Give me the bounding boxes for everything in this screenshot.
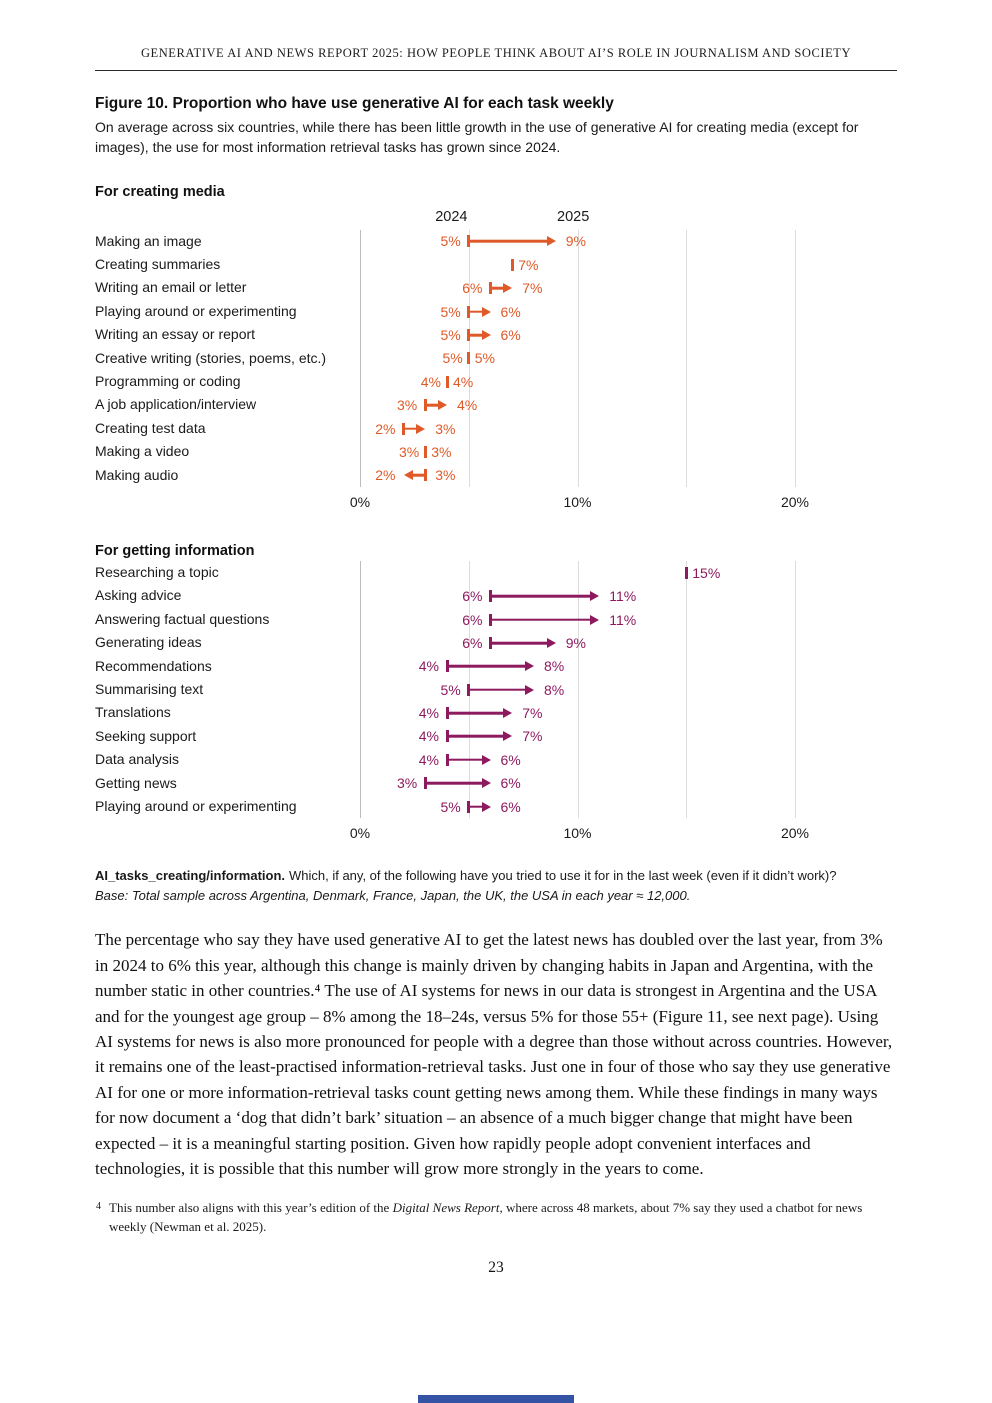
- arrow-head: [503, 708, 512, 718]
- chart-row-label: Generating ideas: [95, 634, 202, 651]
- chart-row: [95, 253, 897, 276]
- chart-row-label: Programming or coding: [95, 373, 241, 390]
- page-content: [95, 95, 897, 1277]
- chart-row-label: Creative writing (stories, poems, etc.): [95, 349, 327, 366]
- chart-getting-information: [95, 543, 897, 844]
- chart-row-label: Summarising text: [95, 680, 204, 697]
- value-label: 6%: [462, 611, 483, 628]
- chart-getting-information-plot: [95, 561, 897, 844]
- chart-row: [95, 608, 897, 631]
- chart-row-label: Making a video: [95, 443, 190, 460]
- chart-row-plot: [360, 561, 897, 584]
- chart-row-label: Writing an email or letter: [95, 279, 247, 296]
- chart-row-label: Writing an essay or report: [95, 326, 256, 343]
- value-label: 9%: [565, 233, 586, 250]
- arrow-head: [547, 638, 556, 648]
- value-label: 5%: [440, 303, 461, 320]
- value-label: 3%: [397, 397, 418, 414]
- chart-row-label: Answering factual questions: [95, 610, 270, 627]
- chart-row: [95, 464, 897, 487]
- value-label: 7%: [518, 256, 539, 273]
- axis-tick-label: 20%: [780, 494, 810, 511]
- value-label: 5%: [442, 350, 463, 367]
- chart-row-label: Researching a topic: [95, 563, 219, 580]
- chart-row: [95, 584, 897, 607]
- figure-note-base: Base: Total sample across Argentina, Denmark, France, Japan, the UK, the USA in each year ≈ 12,000.: [95, 887, 691, 903]
- chart-row-label: Seeking support: [95, 727, 197, 744]
- chart-row: [95, 277, 897, 300]
- value-label: 6%: [500, 303, 521, 320]
- arrow-head: [590, 615, 599, 625]
- figure-note-variable: AI_tasks_creating/information.: [95, 868, 285, 884]
- arrow-head: [525, 661, 534, 671]
- arrow-line: [491, 618, 593, 621]
- chart-row-plot: [360, 655, 897, 678]
- value-label: 6%: [462, 280, 483, 297]
- chart-row: [95, 631, 897, 654]
- footnote-4: [95, 1199, 891, 1237]
- footnote-italic-title: Digital News Report: [392, 1200, 500, 1216]
- chart-title-creating-media: For creating media: [95, 183, 225, 200]
- marker-tick: [685, 567, 688, 579]
- legend-label-2024: 2024: [435, 208, 468, 225]
- arrow-line: [491, 642, 549, 645]
- chart-row: [95, 393, 897, 416]
- value-label: 3%: [431, 443, 452, 460]
- chart-row: [95, 561, 897, 584]
- chart-row-label: A job application/interview: [95, 396, 257, 413]
- value-label: 5%: [440, 681, 461, 698]
- page-number: 23: [488, 1259, 504, 1277]
- chart-row: [95, 230, 897, 253]
- value-label: 4%: [418, 705, 439, 722]
- marker-tick: [446, 376, 449, 388]
- chart-row: [95, 440, 897, 463]
- figure-subtitle: On average across six countries, while there has been little growth in the use of generative AI for creating media (except for images), the use for most information retrieval tasks has grown since 2024.: [95, 119, 859, 155]
- figure-title: Figure 10. Proportion who have use generative AI for each task weekly: [95, 95, 614, 112]
- chart-row-label: Recommendations: [95, 657, 212, 674]
- chart-row-label: Creating summaries: [95, 256, 221, 273]
- value-label: 4%: [418, 751, 439, 768]
- value-label: 4%: [418, 728, 439, 745]
- chart-creating-media: [95, 184, 897, 513]
- value-label: 4%: [420, 373, 441, 390]
- chart-row: [95, 370, 897, 393]
- footer-accent-bar: [418, 1395, 574, 1403]
- chart-legend: [95, 202, 897, 228]
- chart-row-label: Asking advice: [95, 587, 182, 604]
- figure-note: [95, 866, 887, 905]
- value-label: 6%: [500, 327, 521, 343]
- value-label: 6%: [462, 634, 483, 651]
- arrow-head: [590, 591, 599, 601]
- arrow-head: [503, 731, 512, 741]
- arrow-head: [482, 802, 491, 812]
- value-label: 3%: [399, 443, 420, 460]
- chart-row-plot: [360, 277, 897, 300]
- value-label: 4%: [418, 658, 439, 675]
- chart-row: [95, 795, 897, 818]
- chart-row-plot: [360, 772, 897, 795]
- body-paragraph: The percentage who say they have used generative AI to get the latest news has doubled over the last year, from 3% in 2024 to 6% this year, although this change is mainly driven by changing habits in Japan and Argentina, with the number static in other countries.⁴ The use of AI systems for news in our data is strongest in Argentina and the USA and for the youngest age group – 8% among the 18–24s, versus 5% for those 55+ (Figure 11, see next page). Using AI systems for news is also more pronounced for people with a degree than those without across countries. However, it remains one of the least-practised information-retrieval tasks. Just one in four of those who say they use generative AI for one or more information-retrieval tasks count getting news among them. While these findings in many ways for now document a ‘dog that didn’t bark’ situation – an absence of a much bigger change that might have been expected – it is a meaningful starting position. Given how rapidly people adopt convenient interfaces and technologies, it is possible that this number will grow more strongly in the years to come.: [95, 930, 893, 1178]
- marker-tick: [511, 259, 514, 271]
- arrow-head: [547, 236, 556, 246]
- footnote-text-before: This number also aligns with this year’s edition of the: [109, 1200, 393, 1216]
- chart-row-plot: [360, 795, 897, 818]
- value-label: 8%: [544, 658, 565, 675]
- axis-tick-label: 10%: [563, 494, 592, 511]
- value-label: 9%: [565, 634, 586, 651]
- chart-row: [95, 678, 897, 701]
- chart-axis: [95, 491, 897, 513]
- arrow-head: [482, 330, 491, 340]
- chart-row: [95, 725, 897, 748]
- chart-axis: [95, 822, 897, 844]
- chart-title-getting-information: For getting information: [95, 543, 255, 560]
- axis-tick-label: 10%: [563, 825, 592, 842]
- chart-row-plot: [360, 230, 897, 253]
- value-label: 15%: [692, 564, 721, 581]
- arrow-head: [416, 424, 425, 434]
- chart-row-label: Playing around or experimenting: [95, 302, 297, 319]
- chart-row: [95, 347, 897, 370]
- chart-rows: [95, 561, 897, 818]
- arrow-head: [482, 778, 491, 788]
- chart-row-plot: [360, 300, 897, 323]
- value-label: 7%: [522, 280, 543, 297]
- value-label: 2%: [375, 467, 396, 484]
- arrow-head: [503, 283, 512, 293]
- chart-row: [95, 655, 897, 678]
- axis-tick-label: 0%: [349, 494, 371, 511]
- chart-row-plot: [360, 701, 897, 724]
- arrow-head: [525, 685, 534, 695]
- value-label: 5%: [440, 233, 461, 250]
- arrow-head: [482, 307, 491, 317]
- chart-rows: [95, 230, 897, 487]
- chart-row-label: Creating test data: [95, 419, 206, 436]
- value-label: 4%: [453, 373, 474, 390]
- value-label: 5%: [474, 350, 495, 367]
- marker-tick: [467, 352, 470, 364]
- running-header: GENERATIVE AI AND NEWS REPORT 2025: HOW PEOPLE THINK ABOUT AI’S ROLE IN JOURNALISM AND SOCIETY: [140, 46, 852, 60]
- value-label: 7%: [522, 728, 543, 745]
- value-label: 5%: [440, 798, 461, 815]
- value-label: 4%: [457, 397, 478, 414]
- value-label: 6%: [500, 798, 521, 815]
- value-label: 7%: [522, 705, 543, 722]
- chart-row-label: Data analysis: [95, 751, 180, 768]
- footnote-marker: 4: [96, 1201, 101, 1213]
- chart-row-plot: [360, 725, 897, 748]
- value-label: 3%: [435, 420, 456, 437]
- marker-tick: [424, 446, 427, 458]
- chart-row-plot: [360, 393, 897, 416]
- value-label: 11%: [609, 611, 637, 628]
- chart-row-plot: [360, 678, 897, 701]
- value-label: 8%: [544, 681, 565, 698]
- chart-row: [95, 748, 897, 771]
- arrow-line: [469, 240, 549, 243]
- chart-row-plot: [360, 584, 897, 607]
- chart-row-label: Making audio: [95, 466, 179, 483]
- arrow-line: [469, 688, 527, 691]
- chart-row-label: Making an image: [95, 232, 202, 249]
- value-label: 6%: [500, 775, 521, 792]
- arrow-line: [447, 759, 484, 762]
- arrow-line: [447, 712, 505, 715]
- chart-row: [95, 300, 897, 323]
- arrow-line: [491, 595, 593, 598]
- chart-row: [95, 417, 897, 440]
- value-label: 2%: [375, 420, 396, 437]
- chart-row-plot: [360, 631, 897, 654]
- chart-row: [95, 323, 897, 346]
- legend-label-2025: 2025: [557, 208, 590, 225]
- chart-row-plot: [360, 253, 897, 276]
- value-label: 6%: [500, 751, 521, 768]
- chart-row-plot: [360, 608, 897, 631]
- axis-tick-label: 20%: [780, 825, 810, 842]
- chart-row-label: Getting news: [95, 774, 177, 791]
- arrow-head: [438, 400, 447, 410]
- chart-row-plot: [360, 323, 897, 346]
- arrow-line: [425, 782, 483, 785]
- value-label: 6%: [462, 588, 483, 605]
- arrow-head: [404, 470, 413, 480]
- chart-row: [95, 701, 897, 724]
- chart-creating-media-plot: [95, 202, 897, 513]
- value-label: 3%: [435, 467, 456, 484]
- value-label: 3%: [397, 775, 418, 792]
- chart-row-plot: [360, 417, 897, 440]
- header-rule: [95, 70, 897, 71]
- chart-row-plot: [360, 464, 897, 487]
- chart-row-plot: [360, 440, 897, 463]
- value-label: 11%: [609, 588, 637, 605]
- footnote-text-after: , where across 48 markets, about 7% say they used a chatbot for news weekly (Newman et al. 2025).: [109, 1200, 863, 1235]
- arrow-line: [447, 735, 505, 738]
- arrow-line: [411, 474, 426, 477]
- figure-note-question: Which, if any, of the following have you tried to use it for in the last week (even if it didn’t work)?: [289, 868, 837, 884]
- chart-row-plot: [360, 748, 897, 771]
- chart-row-plot: [360, 370, 897, 393]
- chart-row-label: Translations: [95, 704, 171, 721]
- chart-row-plot: [360, 347, 897, 370]
- chart-row: [95, 772, 897, 795]
- chart-row-label: Playing around or experimenting: [95, 797, 297, 814]
- arrow-line: [447, 665, 527, 668]
- axis-tick-label: 0%: [349, 825, 371, 842]
- arrow-head: [482, 755, 491, 765]
- value-label: 5%: [440, 327, 461, 343]
